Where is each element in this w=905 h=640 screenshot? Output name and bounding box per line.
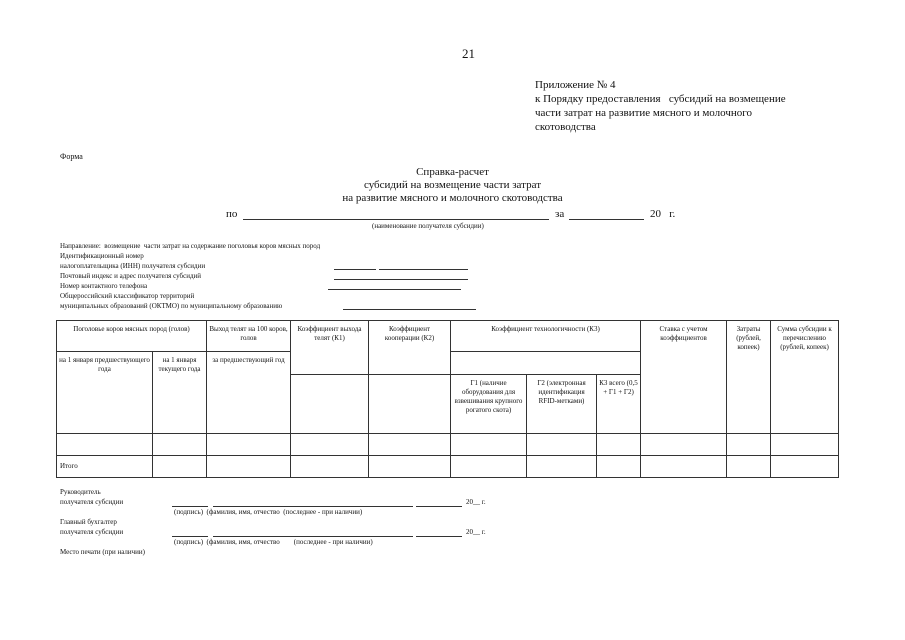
header-cows-curr: на 1 января текущего года — [153, 352, 207, 434]
oktmo-label-2: муниципальных образований (ОКТМО) по муниципальному образованию — [60, 302, 283, 310]
header-cows: Поголовье коров мясных пород (голов) — [57, 321, 207, 352]
head-date-line — [416, 506, 462, 507]
inn-label-2: налогоплательщика (ИНН) получателя субсидии — [60, 262, 206, 270]
header-subsidy-sum: Сумма субсидии к перечислению (рублей, копеек) — [771, 321, 839, 434]
calculation-table — [56, 320, 839, 478]
table-cell — [597, 434, 641, 456]
recipient-caption: (наименование получателя субсидии) — [372, 222, 484, 230]
table-cell — [57, 434, 153, 456]
header-g1: Г1 (наличие оборудования для взвешивания крупного рогатого скота) — [451, 375, 527, 434]
inn-line-a — [334, 269, 376, 270]
head-label-1: Руководитель — [60, 488, 101, 496]
address-line — [334, 279, 468, 280]
table-cell — [771, 456, 839, 478]
direction-text: Направление: возмещение части затрат на содержание поголовья коров мясных пород — [60, 242, 321, 250]
table-cell — [291, 456, 369, 478]
accountant-label-2: получателя субсидии — [60, 528, 124, 536]
table-cell — [207, 456, 291, 478]
title-line: субсидий на возмещение части затрат — [363, 179, 542, 191]
accountant-signature-line — [172, 536, 208, 537]
appendix-block — [535, 78, 786, 134]
title-line: на развитие мясного и молочного скотоводства — [342, 192, 563, 204]
po-label: по — [226, 208, 238, 220]
document-title — [0, 166, 905, 205]
page-number: 21 — [462, 46, 475, 61]
phone-label: Номер контактного телефона — [60, 282, 148, 290]
oktmo-label-1: Общероссийский классификатор территорий — [60, 292, 195, 300]
accountant-caption: (подпись) (фамилия, имя, отчество (последнее - при наличии) — [174, 538, 373, 546]
oktmo-line — [343, 309, 476, 310]
header-calves-prev: за предшествующий год — [207, 352, 291, 434]
head-caption: (подпись) (фамилия, имя, отчество (последнее - при наличии) — [174, 508, 363, 516]
table-cell — [207, 434, 291, 456]
table-cell — [369, 434, 451, 456]
table-row — [57, 434, 839, 456]
address-label: Почтовый индекс и адрес получателя субсидий — [60, 272, 202, 280]
head-name-line — [213, 506, 413, 507]
za-label: за — [555, 208, 565, 220]
head-date: 20__ г. — [466, 498, 486, 506]
header-k3-spacer — [451, 352, 641, 375]
header-k2: Коэффициент кооперации (К2) — [369, 321, 451, 375]
inn-label-1: Идентификационный номер — [60, 252, 144, 260]
header-blank-k2 — [369, 375, 451, 434]
table-cell — [641, 434, 727, 456]
appendix-line: к Порядку предоставления субсидий на возмещение — [535, 93, 786, 105]
appendix-line: части затрат на развитие мясного и молочного — [535, 107, 753, 119]
table-cell — [153, 456, 207, 478]
table-cell — [597, 456, 641, 478]
accountant-name-line — [213, 536, 413, 537]
accountant-label-1: Главный бухгалтер — [60, 518, 117, 526]
title-line: Справка-расчет — [416, 166, 489, 178]
table-cell — [727, 434, 771, 456]
table-cell — [451, 434, 527, 456]
header-costs: Затраты (рублей, копеек) — [727, 321, 771, 434]
head-signature-line — [172, 506, 208, 507]
header-k3: Коэффициент технологичности (К3) — [451, 321, 641, 352]
year-label: 20 г. — [650, 208, 676, 220]
inn-line-b — [379, 269, 468, 270]
header-g2: Г2 (электронная идентификация RFID-метками) — [527, 375, 597, 434]
table-cell — [291, 434, 369, 456]
appendix-line: скотоводства — [535, 121, 596, 133]
header-cows-prev: на 1 января предшествующего года — [57, 352, 153, 434]
recipient-name-line — [243, 219, 549, 220]
total-label: Итого — [57, 456, 153, 478]
stamp-place: Место печати (при наличии) — [60, 548, 145, 556]
table-cell — [153, 434, 207, 456]
accountant-date-line — [416, 536, 462, 537]
table-cell — [641, 456, 727, 478]
head-label-2: получателя субсидии — [60, 498, 124, 506]
form-label: Форма — [60, 152, 83, 161]
phone-line — [328, 289, 461, 290]
table-cell — [527, 434, 597, 456]
table-cell — [771, 434, 839, 456]
header-blank-k1 — [291, 375, 369, 434]
accountant-date: 20__ г. — [466, 528, 486, 536]
appendix-line: Приложение № 4 — [535, 79, 616, 91]
table-cell — [451, 456, 527, 478]
table-header-row — [57, 321, 839, 352]
table-cell — [527, 456, 597, 478]
table-cell — [727, 456, 771, 478]
header-rate: Ставка с учетом коэффициентов — [641, 321, 727, 434]
header-k3-total: К3 всего (0,5 + Г1 + Г2) — [597, 375, 641, 434]
table-total-row — [57, 456, 839, 478]
period-line — [569, 219, 644, 220]
table-cell — [369, 456, 451, 478]
header-calves: Выход телят на 100 коров, голов — [207, 321, 291, 352]
header-k1: Коэффициент выхода телят (К1) — [291, 321, 369, 375]
